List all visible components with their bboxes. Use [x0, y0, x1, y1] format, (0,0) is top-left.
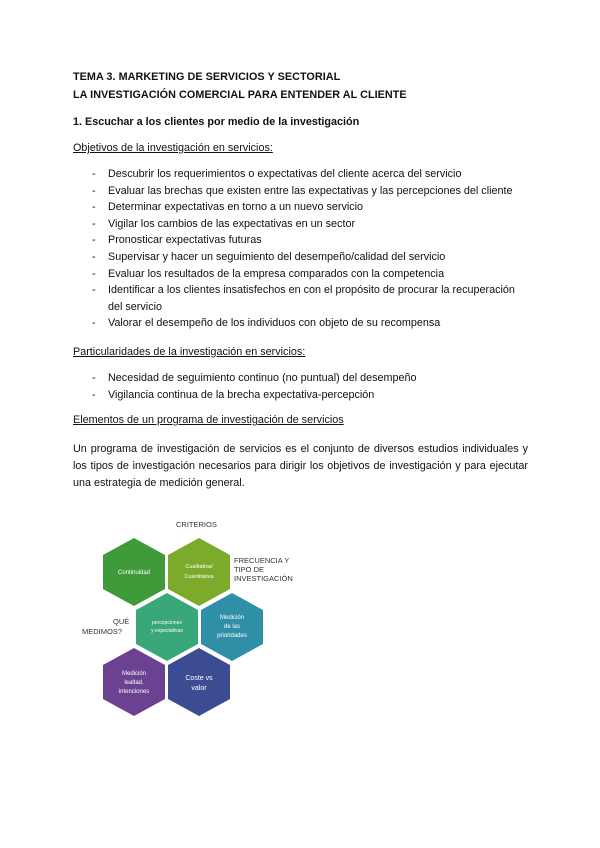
- list-item: - Valorar el desempeño de los individuos con objeto de su recompensa: [92, 315, 532, 332]
- label-frecuencia-line1: FRECUENCIA Y: [234, 556, 290, 565]
- elements-paragraph: Un programa de investigación de servicios es el conjunto de diversos estudios individuales y los tipos de investigación necesarios para dirigir los objetivos de investigación y para ejecutar una estrategia de medición general.: [73, 443, 528, 489]
- list-item: - Descubrir los requerimientos o expectativas del cliente acerca del servicio: [92, 166, 532, 183]
- label-frecuencia-line2: TIPO DE: [234, 565, 265, 574]
- label-que-line1: QUÉ: [113, 617, 130, 626]
- doc-title-line2: LA INVESTIGACIÓN COMERCIAL PARA ENTENDER AL CLIENTE: [73, 89, 407, 101]
- hex-continuidad-label: Continuidad: [117, 570, 151, 576]
- particularities-heading: Particularidades de la investigación en servicios:: [73, 346, 306, 358]
- section-heading: 1. Escuchar a los clientes por medio de la investigación: [73, 116, 360, 128]
- hex-lealtad-label-2: lealtad,: [124, 680, 144, 686]
- hex-percepciones: [136, 593, 198, 661]
- hex-lealtad-label-3: intenciones: [118, 689, 150, 695]
- list-item: - Evaluar las brechas que existen entre las expectativas y las percepciones del cliente: [92, 183, 532, 200]
- hex-coste-label-2: valor: [191, 685, 207, 692]
- list-item: - Evaluar los resultados de la empresa comparados con la competencia: [92, 266, 532, 283]
- hex-percepciones-label-2: y expectativas: [151, 628, 183, 634]
- hex-cualitativa-label-2: Cuantitativa: [184, 574, 214, 580]
- doc-title-line1: TEMA 3. MARKETING DE SERVICIOS Y SECTORIAL: [73, 71, 341, 83]
- list-item: - Identificar a los clientes insatisfechos en con el propósito de procurar la recuperación del servicio: [92, 282, 532, 315]
- hex-prioridades-label-1: Medición: [219, 615, 245, 621]
- hex-coste-label-1: Coste vs: [185, 675, 213, 682]
- hex-percepciones-label-1: percepciones: [152, 620, 182, 626]
- label-frecuencia-line3: INVESTIGACIÓN: [234, 574, 293, 583]
- hexagon-diagram: [70, 512, 330, 732]
- objectives-heading: Objetivos de la investigación en servicios:: [73, 142, 273, 154]
- list-item: - Vigilancia continua de la brecha expectativa-percepción: [92, 387, 532, 404]
- hex-cualitativa-label-1: Cualitativa/: [185, 564, 213, 570]
- list-item: - Determinar expectativas en torno a un nuevo servicio: [92, 199, 532, 216]
- hex-cualitativa: [168, 538, 230, 606]
- hex-prioridades-label-2: de las: [223, 624, 241, 630]
- list-item: - Necesidad de seguimiento continuo (no puntual) del desempeño: [92, 370, 532, 387]
- elements-heading: Elementos de un programa de investigación de servicios: [73, 414, 344, 426]
- list-item: - Supervisar y hacer un seguimiento del desempeño/calidad del servicio: [92, 249, 532, 266]
- hex-prioridades-label-3: prioridades: [217, 633, 247, 639]
- hex-lealtad-label-1: Medición: [121, 671, 147, 677]
- label-criterios: CRITERIOS: [176, 520, 217, 529]
- label-que-line2: MEDIMOS?: [82, 627, 123, 636]
- list-item: - Pronosticar expectativas futuras: [92, 232, 532, 249]
- particularities-list: [92, 370, 532, 403]
- list-item: - Vigilar los cambios de las expectativas en un sector: [92, 216, 532, 233]
- objectives-list: [92, 166, 532, 332]
- hex-coste-valor: [168, 648, 230, 716]
